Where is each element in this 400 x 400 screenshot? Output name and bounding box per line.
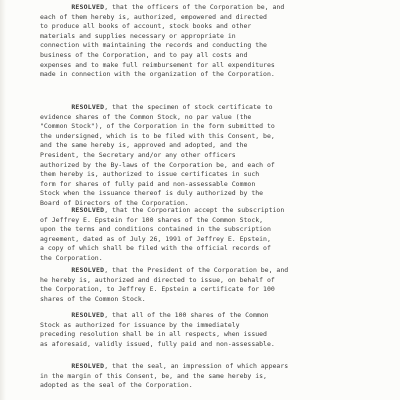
line-text: and the same hereby is, approved and adopted, and the: [40, 141, 248, 150]
line-text: authorized by the By-laws of the Corporation be, and each of: [40, 160, 275, 169]
resolution-paragraph: [40, 362, 376, 391]
line-text: , that the officers of the Corporation be, and: [104, 3, 285, 11]
resolution-paragraph: [40, 206, 376, 264]
line-text: form for shares of fully paid and non-assessable Common: [40, 179, 256, 188]
resolved-keyword: RESOLVED: [71, 266, 105, 274]
line-text: upon the terms and conditions contained in the subscription: [40, 225, 271, 234]
line-text: agreement, dated as of July 26, 1991 of Jeffrey E. Epstein,: [40, 234, 271, 243]
resolution-paragraph: [40, 3, 376, 80]
line-text: the Corporation.: [40, 253, 103, 262]
line-text: to produce all books of account, stock books and other: [40, 22, 252, 31]
line-text: the Corporation, to Jeffrey E. Epstein a certificate for 100: [40, 285, 275, 294]
paragraph-first-line: [40, 311, 376, 321]
line-text: , that the seal, an impression of which appears: [104, 362, 289, 370]
line-text: President, the Secretary and/or any other officers: [40, 150, 236, 159]
line-text: he hereby is, authorized and directed to issue, on behalf of: [40, 275, 275, 284]
line-text: Stock as authorized for issuance by the immediately: [40, 320, 240, 329]
line-text: as aforesaid, validly issued, fully paid and non-assessable.: [40, 339, 275, 348]
line-text: , that the specimen of stock certificate to: [104, 103, 273, 111]
line-text: them hereby is, authorized to issue certificates in such: [40, 170, 260, 179]
paragraph-first-line: [40, 103, 376, 113]
resolved-keyword: RESOLVED: [71, 3, 105, 11]
paragraph-first-line: [40, 266, 376, 276]
resolution-paragraph: [40, 103, 376, 209]
line-text: expenses and to make full reimbursement for all expenditures: [40, 60, 275, 69]
paragraph-first-line: [40, 206, 376, 216]
paragraph-first-line: [40, 362, 376, 372]
line-text: connection with maintaining the records and conducting the: [40, 41, 267, 50]
line-text: each of them hereby is, authorized, empowered and directed: [40, 12, 267, 21]
line-text: in the margin of this Consent, be, and the same hereby is,: [40, 371, 267, 380]
line-text: , that the President of the Corporation be, and: [104, 266, 289, 274]
line-text: a copy of which shall be filed with the official records of: [40, 244, 271, 253]
line-text: evidence shares of the Common Stock, no par value (the: [40, 112, 252, 121]
line-text: , that the Corporation accept the subscription: [104, 206, 285, 214]
line-text: shares of the Common Stock.: [40, 294, 146, 303]
paragraph-first-line: [40, 3, 376, 13]
resolved-keyword: RESOLVED: [71, 103, 105, 111]
line-text: "Common Stock"), of the Corporation in the form submitted to: [40, 122, 275, 131]
line-text: made in connection with the organization of the Corporation.: [40, 70, 275, 79]
line-text: preceding resolution shall be in all respects, when issued: [40, 330, 267, 339]
line-text: Board of Directors of the Corporation.: [40, 198, 189, 207]
line-text: Stock when the issuance thereof is duly authorized by the: [40, 189, 264, 198]
line-text: materials and supplies necessary or appropriate in: [40, 31, 236, 40]
line-text: , that all of the 100 shares of the Common: [104, 311, 269, 319]
line-text: of Jeffrey E. Epstein for 100 shares of the Common Stock,: [40, 215, 264, 224]
line-text: the undersigned, which is to be filed with this Consent, be,: [40, 131, 275, 140]
resolution-paragraph: [40, 311, 376, 349]
line-text: business of the Corporation, and to pay all costs and: [40, 50, 248, 59]
line-text: adopted as the seal of the Corporation.: [40, 381, 193, 390]
resolved-keyword: RESOLVED: [71, 362, 105, 370]
resolved-keyword: RESOLVED: [71, 206, 105, 214]
resolution-paragraph: [40, 266, 376, 304]
resolved-keyword: RESOLVED: [71, 311, 105, 319]
